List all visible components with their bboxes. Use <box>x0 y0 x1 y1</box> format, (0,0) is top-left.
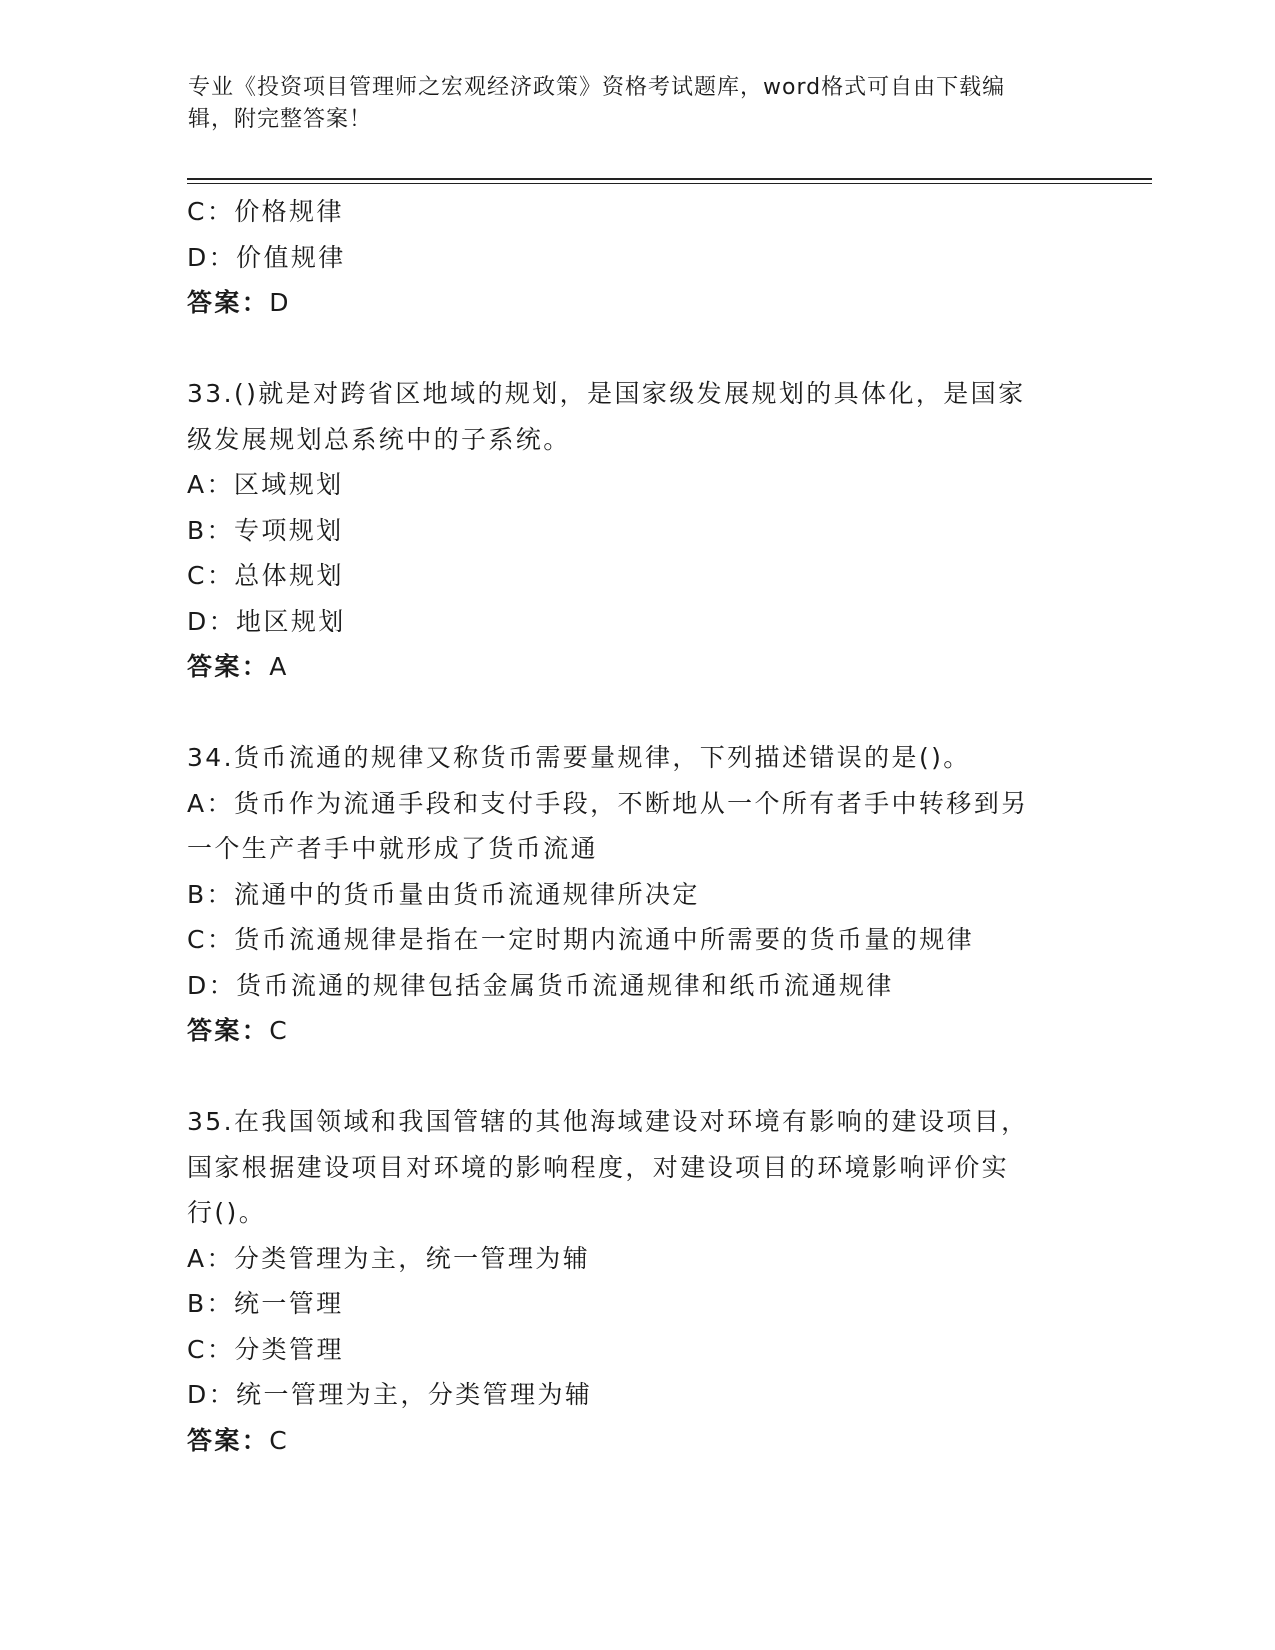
question-spacer <box>187 690 1087 736</box>
option-a: A：区域规划 <box>187 470 344 499</box>
option-b: B：流通中的货币量由货币流通规律所决定 <box>187 879 700 909</box>
answer-value: A <box>269 652 289 681</box>
answer-label: 答案： <box>187 288 270 317</box>
question-33 <box>187 371 1087 690</box>
answer-line <box>187 644 1087 690</box>
option-a: A：货币作为流通手段和支付手段，不断地从一个所有者手中转移到另 <box>187 788 1029 818</box>
answer-value: D <box>269 288 291 317</box>
option-c: C：价格规律 <box>187 197 344 226</box>
option-c: C：货币流通规律是指在一定时期内流通中所需要的货币量的规律 <box>187 925 975 954</box>
question-spacer <box>187 1054 1087 1100</box>
question-stem-line: 35.在我国领域和我国管辖的其他海域建设对环境有影响的建设项目， <box>187 1107 1029 1136</box>
question-list <box>187 189 1087 1463</box>
answer-line <box>187 1418 1087 1464</box>
question-34 <box>187 735 1087 1054</box>
answer-value: C <box>269 1425 290 1455</box>
question-stem-line: 行()。 <box>187 1198 267 1227</box>
question-35 <box>187 1099 1087 1463</box>
option-d: D：统一管理为主，分类管理为辅 <box>187 1380 593 1409</box>
option-c: C：总体规划 <box>187 561 344 590</box>
question-spacer <box>187 326 1087 372</box>
header-rule-thick <box>187 178 1152 180</box>
header-line-1: 专业《投资项目管理师之宏观经济政策》资格考试题库，word格式可自由下载编 <box>188 75 1006 100</box>
answer-line <box>187 1008 1087 1054</box>
header-line-2: 辑，附完整答案！ <box>188 107 373 132</box>
answer-label: 答案： <box>187 1425 270 1455</box>
document-header <box>188 72 1088 136</box>
option-a: A：分类管理为主，统一管理为辅 <box>187 1243 591 1273</box>
answer-line <box>187 280 1087 326</box>
option-b: B：专项规划 <box>187 515 344 545</box>
question-stem-line: 级发展规划总系统中的子系统。 <box>187 424 571 454</box>
option-c: C：分类管理 <box>187 1334 344 1364</box>
question-stem-line: 34.货币流通的规律又称货币需要量规律，下列描述错误的是()。 <box>187 743 971 772</box>
answer-value: C <box>269 1016 290 1045</box>
option-d: D：地区规划 <box>187 606 346 636</box>
answer-label: 答案： <box>187 652 270 681</box>
question-stem-line: 33.()就是对跨省区地域的规划，是国家级发展规划的具体化，是国家 <box>187 379 1026 408</box>
option-d: D：价值规律 <box>187 242 346 272</box>
answer-label: 答案： <box>187 1016 270 1045</box>
question-stem-line: 国家根据建设项目对环境的影响程度，对建设项目的环境影响评价实 <box>187 1152 1010 1182</box>
option-a-continued: 一个生产者手中就形成了货币流通 <box>187 834 599 863</box>
header-rule-thin <box>187 183 1152 184</box>
option-b: B：统一管理 <box>187 1289 344 1318</box>
option-d: D：货币流通的规律包括金属货币流通规律和纸币流通规律 <box>187 970 894 1000</box>
previous-question-tail <box>187 189 1087 326</box>
